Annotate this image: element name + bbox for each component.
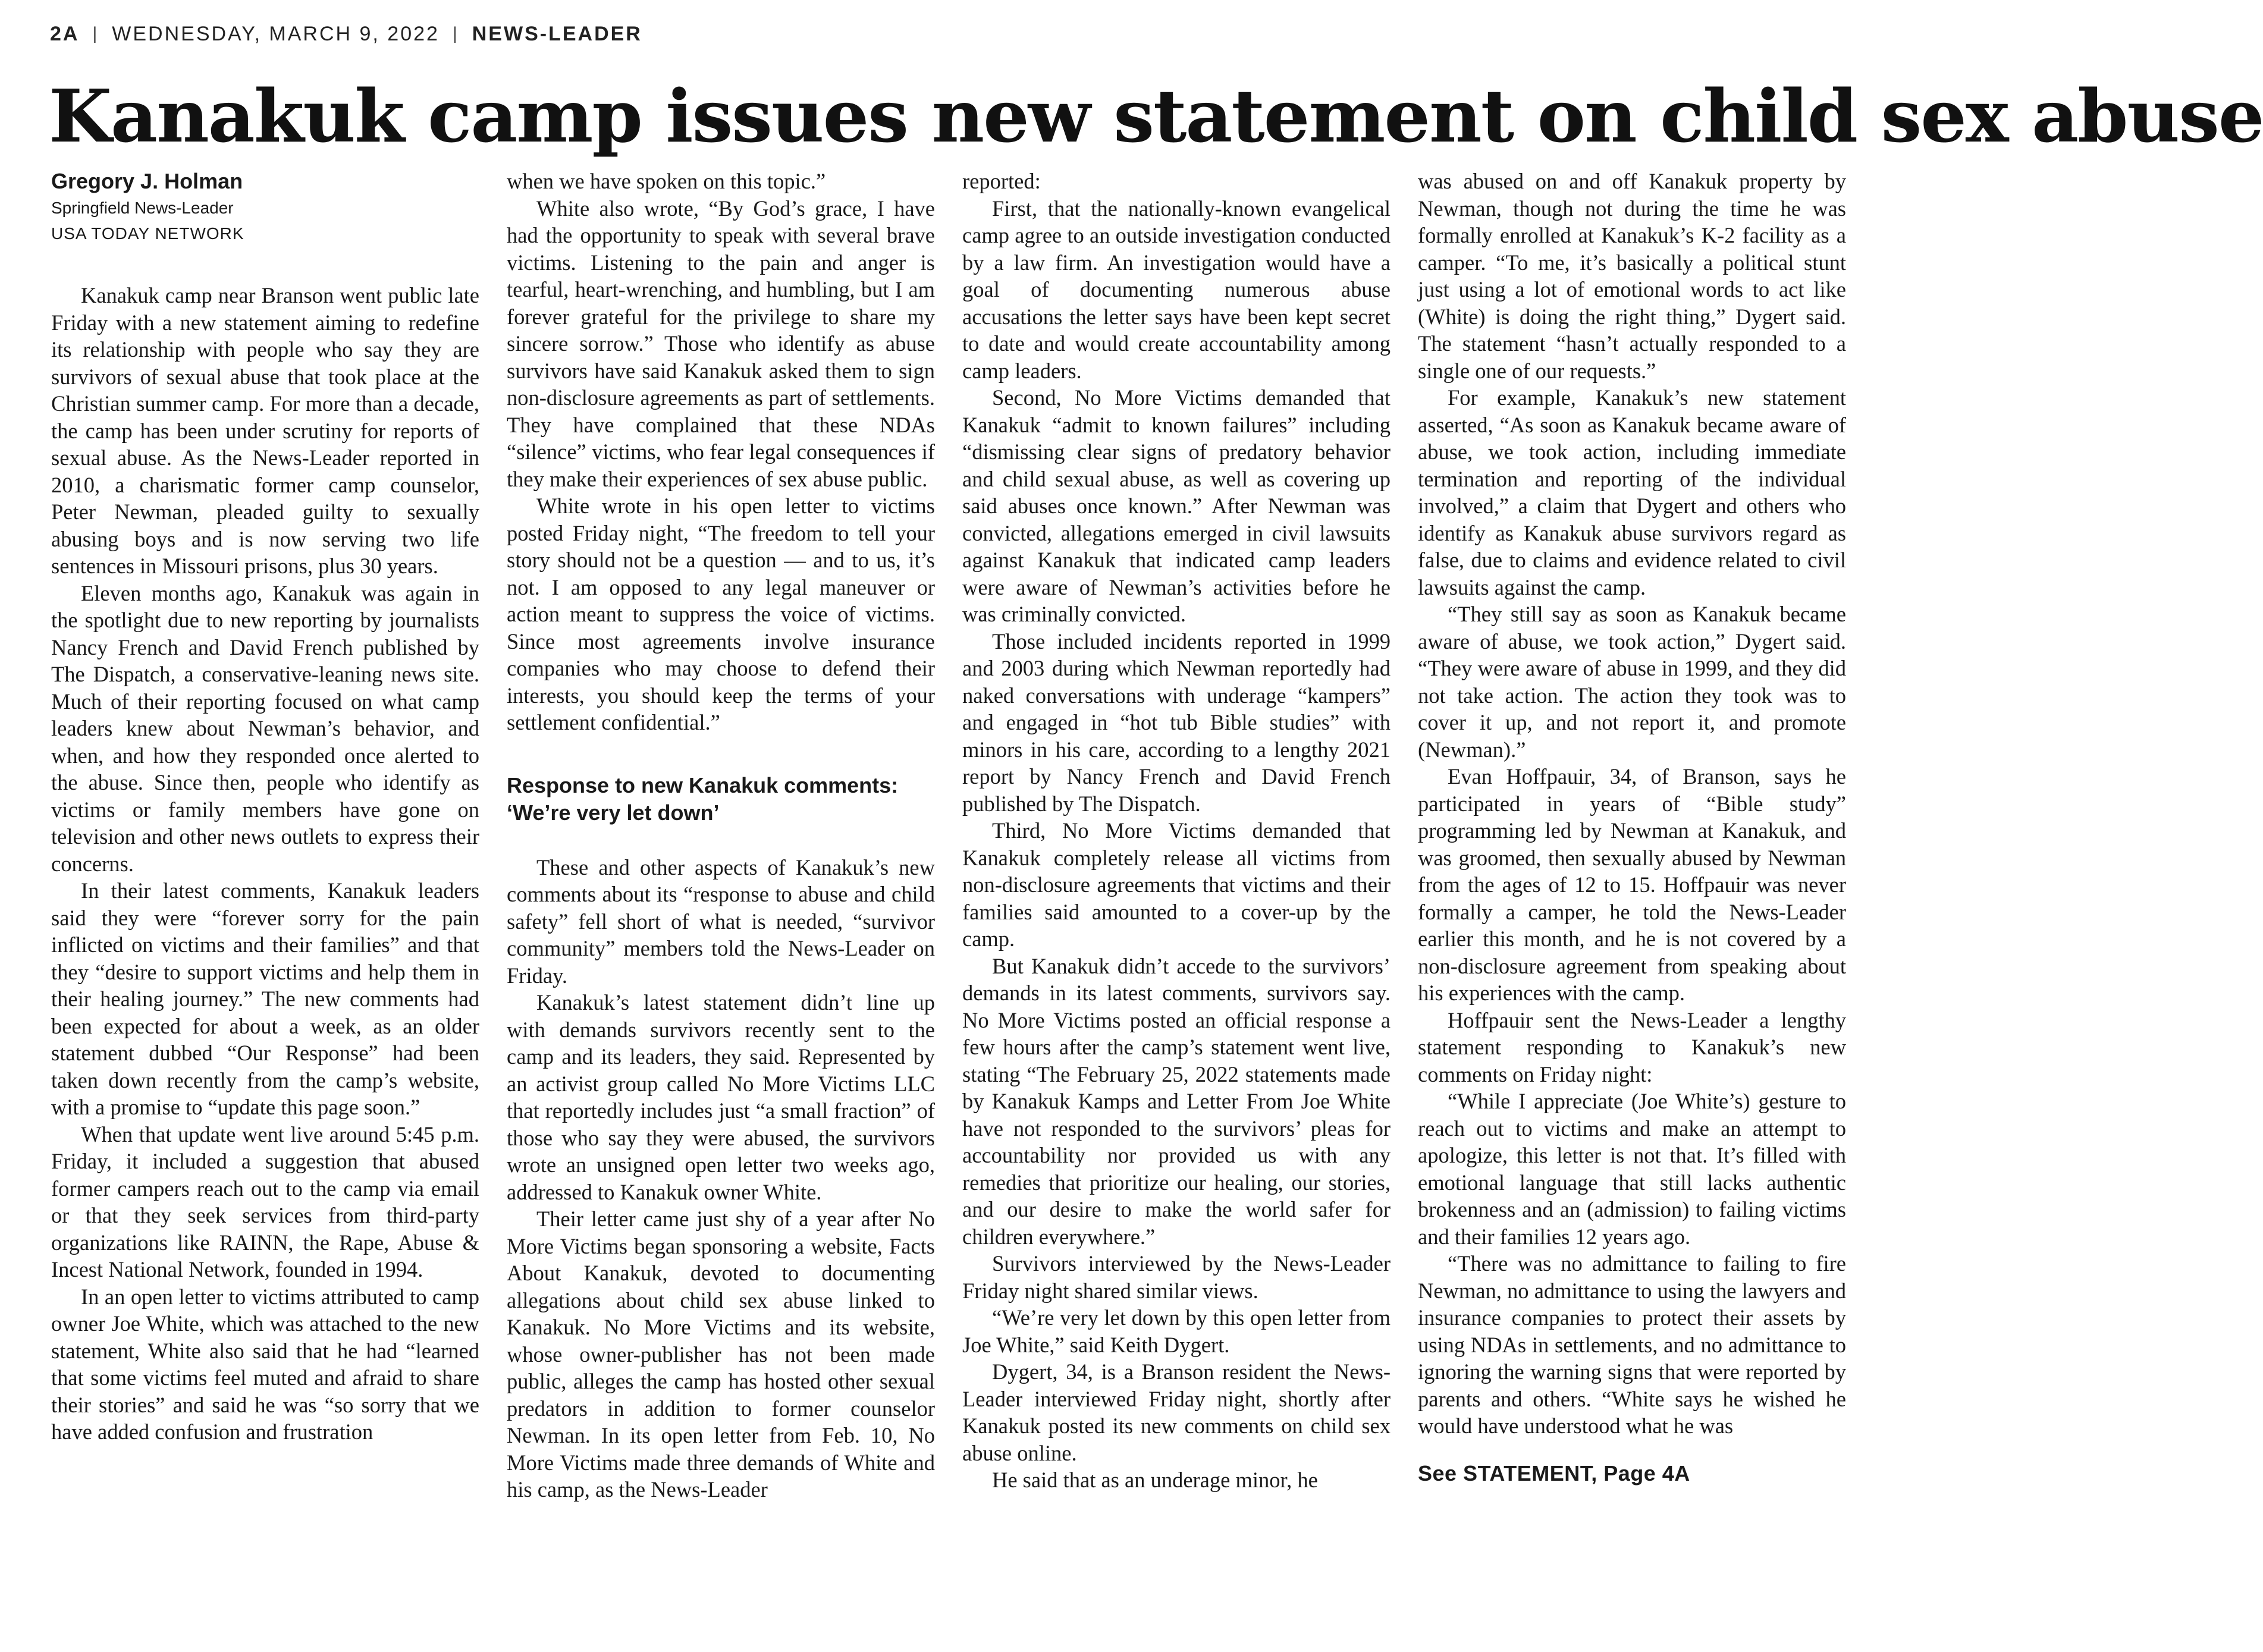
paragraph: These and other aspects of Kanakuk’s new comments about its “response to abuse and child safety” fell short of what is needed, “survivor community” members told the News-Leader on Friday. [507, 855, 935, 988]
paragraph: In an open letter to victims attributed to camp owner Joe White, which was attached to the new statement, White also said that he had “learned that some victims feel muted and afraid to share their stories” and said he was “so sorry that we have added confusion and frustration [51, 1284, 479, 1444]
paragraph: Their letter came just shy of a year after No More Victims began sponsoring a website, Facts About Kanakuk, devoted to documenting allegations about child sex abuse linked to Kanakuk. No More Victims and its website, whose owner-publisher has not been made public, alleges the camp has hosted other sexual predators in addition to former counselor Newman. In its open letter from Feb. 10, No More Victims made three demands of White and his camp, as the News-Leader [507, 1207, 935, 1502]
page-number: 2A [50, 22, 80, 45]
paragraph: White wrote in his open letter to victims posted Friday night, “The freedom to tell your story should not be a question — and to us, it’s not. I am opposed to any legal maneuver or action meant to suppress the voice of victims. Since most agreements involve insurance companies who may choose to defend their interests, you should keep the terms of your settlement confidential.” [507, 494, 935, 734]
byline [51, 168, 479, 246]
page-folio [50, 18, 642, 50]
newspaper-name: NEWS-LEADER [472, 22, 642, 45]
paragraph: Second, No More Victims demanded that Kanakuk “admit to known failures” including “dismissing clear signs of predatory behavior and child sexual abuse, as well as covering up said abuses once known.” After Newman was convicted, allegations emerged in civil lawsuits against Kanakuk that indicated camp leaders were aware of Newman’s activities before he was criminally convicted. [962, 385, 1391, 626]
byline-organization: Springfield News-Leader [51, 199, 234, 217]
paragraph: “They still say as soon as Kanakuk became aware of abuse, we took action,” Dygert said. “They were aware of abuse in 1999, and they did not take action. The action they took was to cover it up, and not report it, and promote (Newman).” [1418, 602, 1846, 762]
paragraph: He said that as an underage minor, he [992, 1468, 1318, 1492]
paragraph: Survivors interviewed by the News-Leader Friday night shared similar views. [962, 1251, 1391, 1303]
paragraph: When that update went live around 5:45 p.m. Friday, it included a suggestion that abused former campers reach out to the camp via email or that they seek services from third-party organizations like RAINN, the Rape, Abuse & Incest National Network, founded in 1994. [51, 1122, 479, 1282]
article-column-1 [51, 168, 479, 1642]
paragraph: Dygert, 34, is a Branson resident the News-Leader interviewed Friday night, shortly after Kanakuk posted its new comments on child sex abuse online. [962, 1359, 1391, 1465]
paragraph: Eleven months ago, Kanakuk was again in the spotlight due to new reporting by journalists Nancy French and David French published by The Dispatch, a conservative-leaning news site. Much of their reporting focused on what camp leaders knew about Newman’s behavior, and when, and how they responded once alerted to the abuse. Since then, people who identify as victims or family members have gone on television and other news outlets to express their concerns. [51, 580, 479, 876]
folio-separator: | [452, 24, 459, 43]
paragraph: Third, No More Victims demanded that Kanakuk completely release all victims from non-disclosure agreements that victims and their families said amounted to a cover-up by the camp. [962, 818, 1391, 951]
paragraph: when we have spoken on this topic.” [507, 169, 826, 193]
byline-author: Gregory J. Holman [51, 169, 243, 193]
paragraph: Kanakuk camp near Branson went public late Friday with a new statement aiming to redefine its relationship with people who say they are survivors of sexual abuse that took place at the Christian summer camp. For more than a decade, the camp has been under scrutiny for reports of sexual abuse. As the News-Leader reported in 2010, a charismatic former camp counselor, Peter Newman, pleaded guilty to sexually abusing boys and is now serving two life sentences in Missouri prisons, plus 30 years. [51, 283, 479, 578]
article-column-2 [507, 168, 935, 1642]
paragraph: First, that the nationally-known evangelical camp agree to an outside investigation conducted by a law firm. An investigation would have a goal of documenting numerous abuse accusations the letter says have been kept secret to date and would create accountability among camp leaders. [962, 196, 1391, 383]
paragraph: White also wrote, “By God’s grace, I have had the opportunity to speak with several brave victims. Listening to the pain and anger is tearful, heart-wrenching, and humbling, but I am forever grateful for the privilege to share my sincere sorrow.” Those who identify as abuse survivors have said Kanakuk asked them to sign non-disclosure agreements as part of settlements. They have complained that these NDAs “silence” victims, who fear legal consequences if they make their experiences of sex abuse public. [507, 196, 935, 491]
paragraph: Hoffpauir sent the News-Leader a lengthy statement responding to Kanakuk’s new comments on Friday night: [1418, 1007, 1846, 1086]
headline: Kanakuk camp issues new statement on child sex abuse [49, 73, 2263, 159]
paragraph: For example, Kanakuk’s new statement asserted, “As soon as Kanakuk became aware of abuse, we took action, including immediate termination and reporting of the individual involved,” a claim that Dygert and others who identify as Kanakuk abuse survivors regard as false, due to claims and evidence related to civil lawsuits against the camp. [1418, 385, 1846, 599]
paragraph: “There was no admittance to failing to fire Newman, no admittance to using the lawyers and insurance companies to protect their assets by using NDAs in settlements, and no admittance to ignoring the warning signs that were reported by parents and others. “White says he wished he would have understood what he was [1418, 1251, 1846, 1438]
paragraph: “We’re very let down by this open letter from Joe White,” said Keith Dygert. [962, 1305, 1391, 1357]
paragraph: Evan Hoffpauir, 34, of Branson, says he participated in years of “Bible study” programming led by Newman at Kanakuk, and was groomed, then sexually abused by Newman from the ages of 12 to 15. Hoffpauir was never formally a camper, he told the News-Leader earlier this month, and he is not covered by a non-disclosure agreement from speaking about his experiences with the camp. [1418, 764, 1846, 1005]
paragraph: Those included incidents reported in 1999 and 2003 during which Newman reportedly had naked conversations with underage “kampers” and engaged in “hot tub Bible studies” with minors in his care, according to a lengthy 2021 report by Nancy French and David French published by The Dispatch. [962, 629, 1391, 816]
paragraph: reported: [962, 169, 1041, 193]
publication-date: WEDNESDAY, MARCH 9, 2022 [112, 22, 440, 45]
paragraph: “While I appreciate (Joe White’s) gesture to reach out to victims and make an attempt to apologize, this letter is not that. It’s filled with emotional language that still lacks authentic brokenness and an (admission) to failing victims and their families 12 years ago. [1418, 1089, 1846, 1249]
paragraph: Kanakuk’s latest statement didn’t line up with demands survivors recently sent to the camp and its leaders, they said. Represented by an activist group called No More Victims LLC that reportedly includes just “a small fraction” of those who say they were abused, the survivors wrote an unsigned open letter two weeks ago, addressed to Kanakuk owner White. [507, 990, 935, 1204]
paragraph: In their latest comments, Kanakuk leaders said they were “forever sorry for the pain inflicted on victims and their families” and that they “desire to support victims and help them in their healing journey.” The new comments had been expected for about a week, as an older statement dubbed “Our Response” had been taken down recently from the camp’s website, with a promise to “update this page soon.” [51, 878, 479, 1119]
article-column-3 [962, 168, 1391, 1642]
article-column-4 [1418, 168, 1846, 1642]
continuation-jump-line: See STATEMENT, Page 4A [1418, 1461, 1690, 1485]
paragraph: was abused on and off Kanakuk property by Newman, though not during the time he was formally enrolled at Kanakuk’s K-2 facility as a camper. “To me, it’s basically a political stunt just using a lot of emotional words to act like (White) is doing the right thing,” Dygert said. The statement “hasn’t actually responded to a single one of our requests.” [1418, 169, 1846, 383]
paragraph: But Kanakuk didn’t accede to the survivors’ demands in its latest comments, survivors say. No More Victims posted an official response a few hours after the camp’s statement went live, stating “The February 25, 2022 statements made by Kanakuk Kamps and Letter From Joe White have not responded to the survivors’ pleas for accountability nor provided us with any remedies that prioritize our healing, our stories, and our desire to make the world safer for children everywhere.” [962, 953, 1391, 1249]
byline-network: USA TODAY NETWORK [51, 224, 244, 243]
section-subhead: Response to new Kanakuk comments: ‘We’re very let down’ [507, 772, 899, 825]
folio-separator: | [92, 24, 99, 43]
